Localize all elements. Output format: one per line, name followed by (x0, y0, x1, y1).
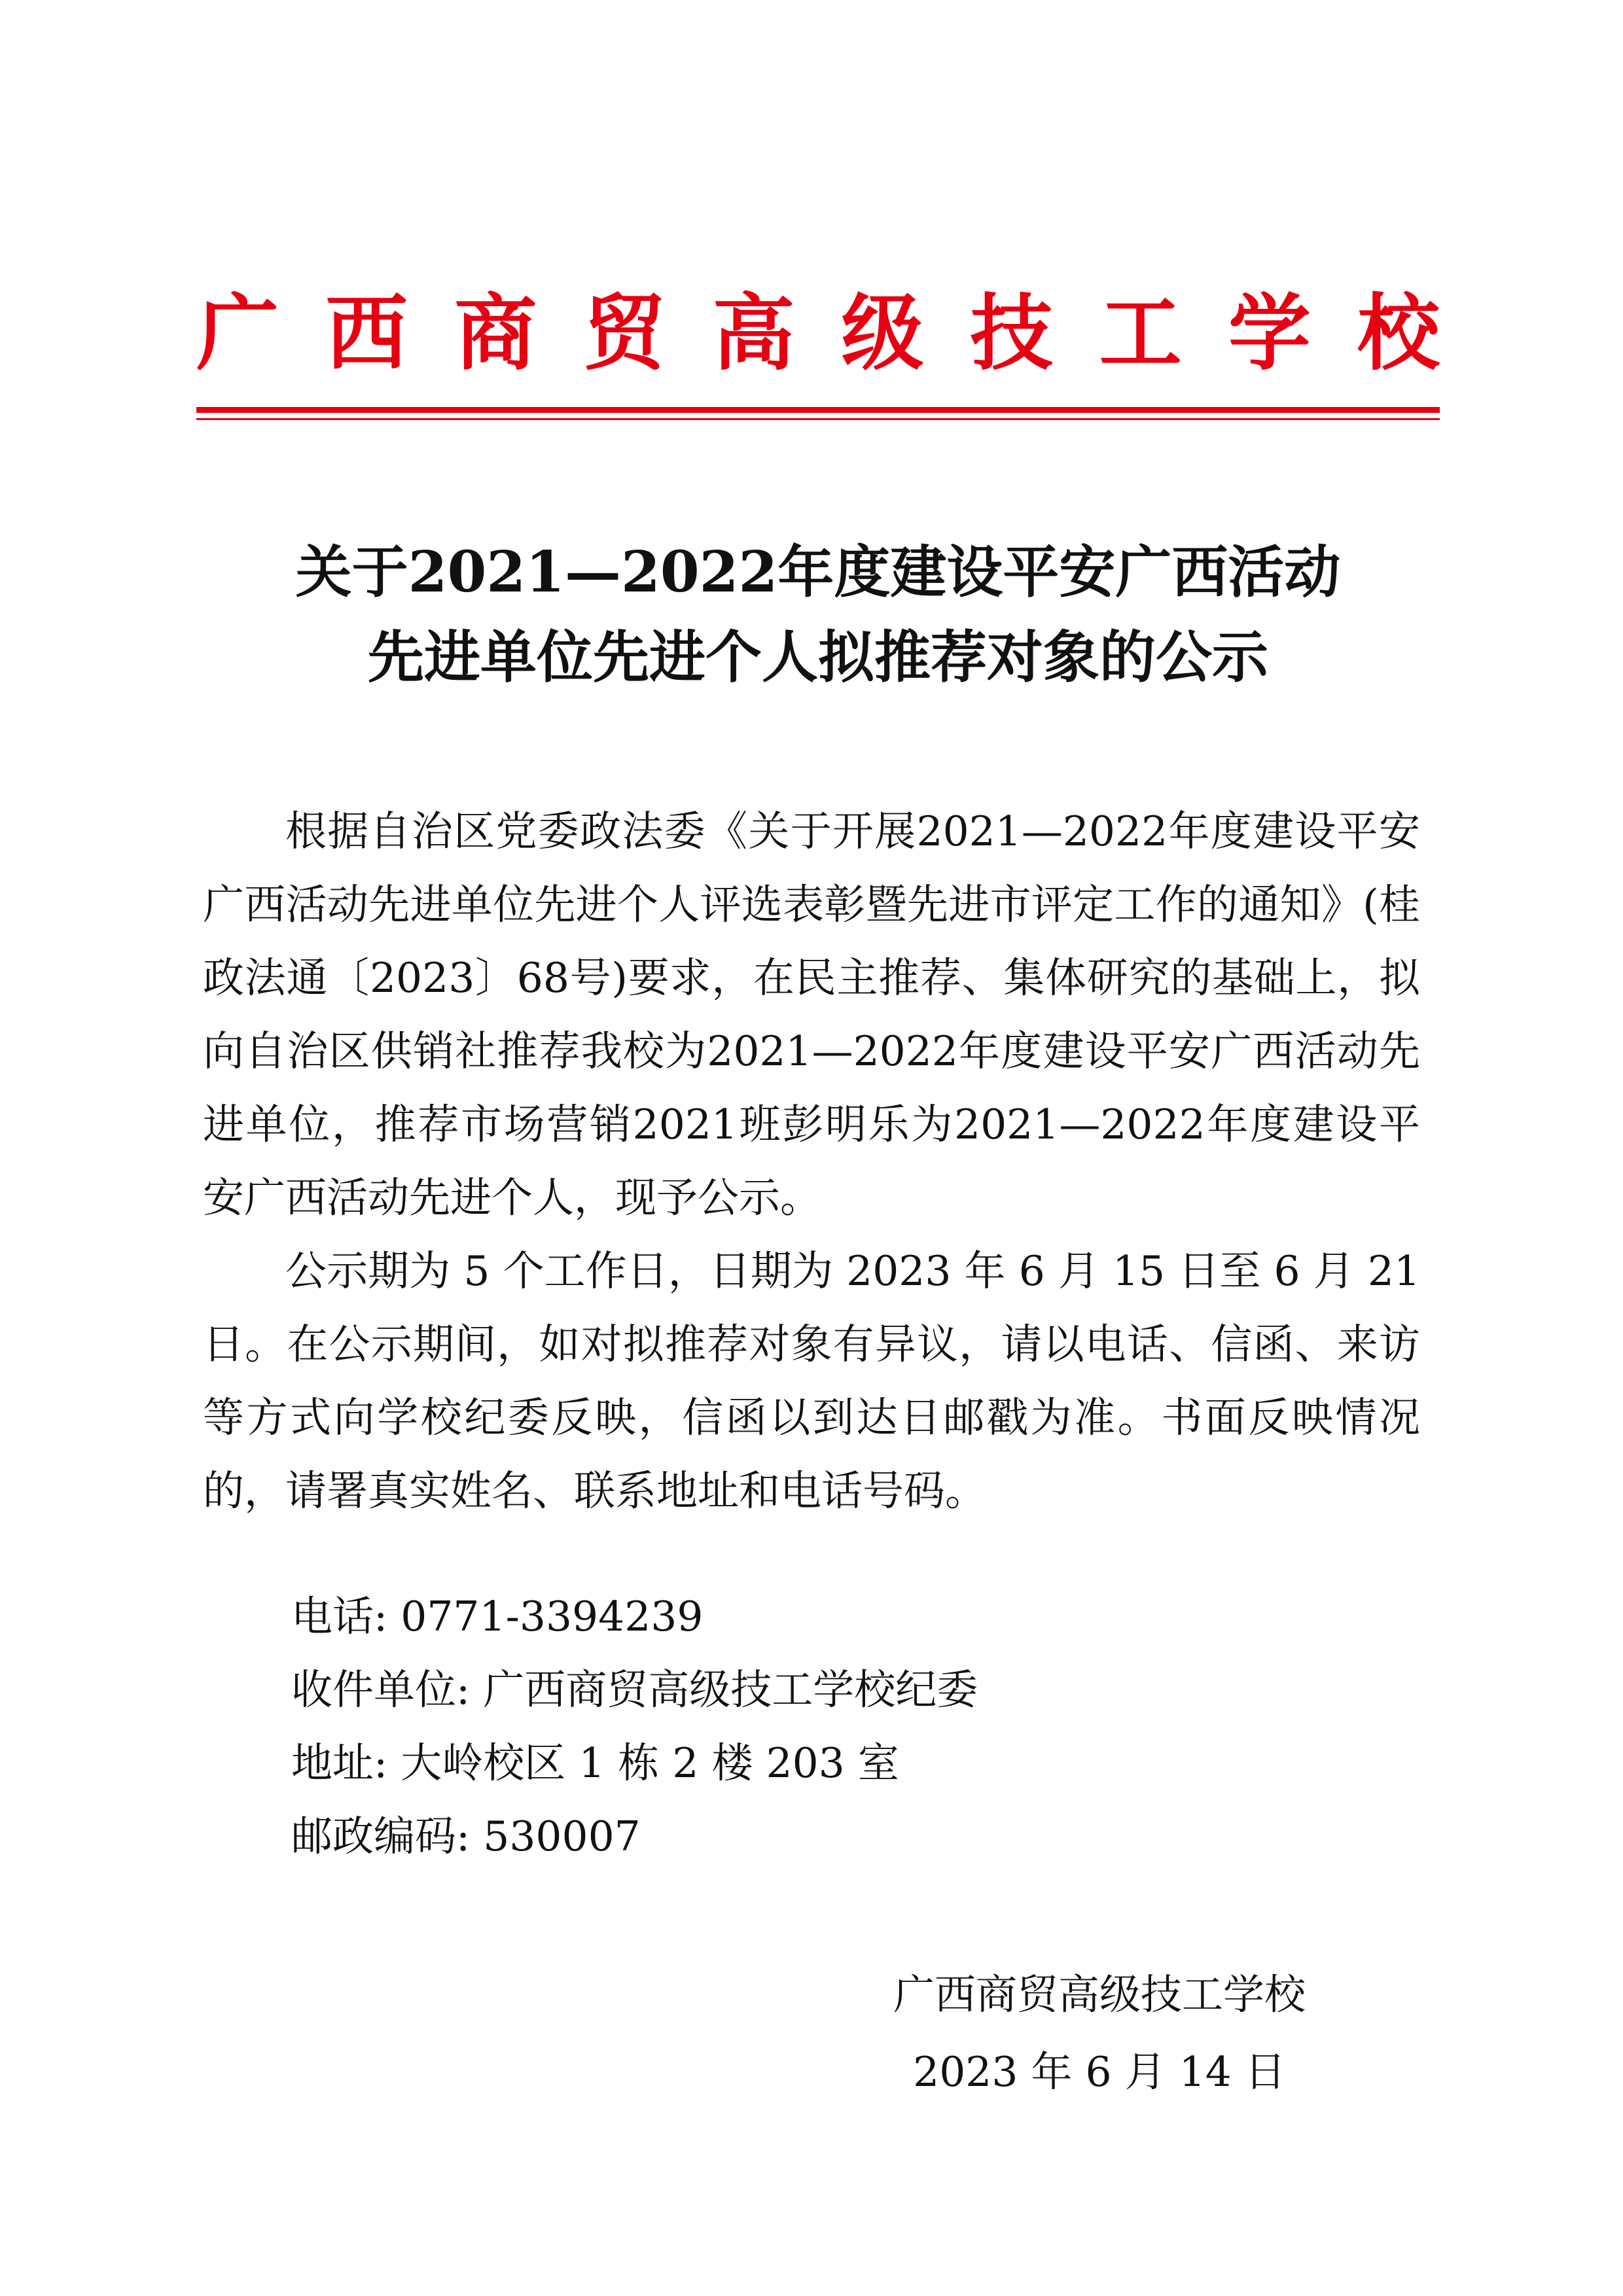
letterhead (196, 281, 1440, 386)
contact-postcode: 邮政编码: 530007 (291, 1812, 641, 1860)
contact-address: 地址: 大岭校区 1 栋 2 楼 203 室 (291, 1739, 899, 1787)
contact-recipient: 收件单位: 广西商贸高级技工学校纪委 (291, 1666, 978, 1714)
document-title (196, 530, 1440, 700)
letterhead-char: 级 (841, 285, 924, 381)
signature-date: 2023 年 6 月 14 日 (913, 2048, 1286, 2096)
signature-block (851, 1956, 1348, 2111)
document-body (203, 795, 1420, 1528)
signature-org: 广西商贸高级技工学校 (893, 1971, 1306, 2019)
contact-phone: 电话: 0771-3394239 (291, 1593, 704, 1640)
contact-info (291, 1580, 1404, 1873)
letterhead-char: 校 (1357, 285, 1440, 381)
letterhead-rule-thin (196, 418, 1440, 420)
letterhead-char: 贸 (583, 285, 666, 381)
letterhead-char: 学 (1228, 285, 1311, 381)
body-paragraph-1: 根据自治区党委政法委《关于开展2021—2022年度建设平安广西活动先进单位先进个人评选表彰暨先进市评定工作的通知》(桂政法通〔2023〕68号)要求，在民主推荐、集体研究的基础上，拟向自治区供销社推荐我校为2021—2022年度建设平安广西活动先进单位，推荐市场营销2021班彭明乐为2021—2022年度建设平安广西活动先进个人，现予公示。 (203, 807, 1420, 1222)
letterhead-char: 广 (196, 285, 279, 381)
document-title-line-2: 先进单位先进个人拟推荐对象的公示 (368, 624, 1268, 690)
letterhead-char: 高 (712, 285, 795, 381)
letterhead-char: 西 (325, 285, 408, 381)
letterhead-char: 技 (970, 285, 1053, 381)
letterhead-char: 工 (1099, 285, 1182, 381)
document-title-line-1: 关于2021—2022年度建设平安广西活动 (295, 539, 1341, 605)
letterhead-rule-thick (196, 407, 1440, 413)
letterhead-char: 商 (454, 285, 537, 381)
body-paragraph-2: 公示期为 5 个工作日，日期为 2023 年 6 月 15 日至 6 月 21 日。在公示期间，如对拟推荐对象有异议，请以电话、信函、来访等方式向学校纪委反映，信函以到达日邮戳为准。书面反映情况的，请署真实姓名、联系地址和电话号码。 (203, 1247, 1420, 1515)
